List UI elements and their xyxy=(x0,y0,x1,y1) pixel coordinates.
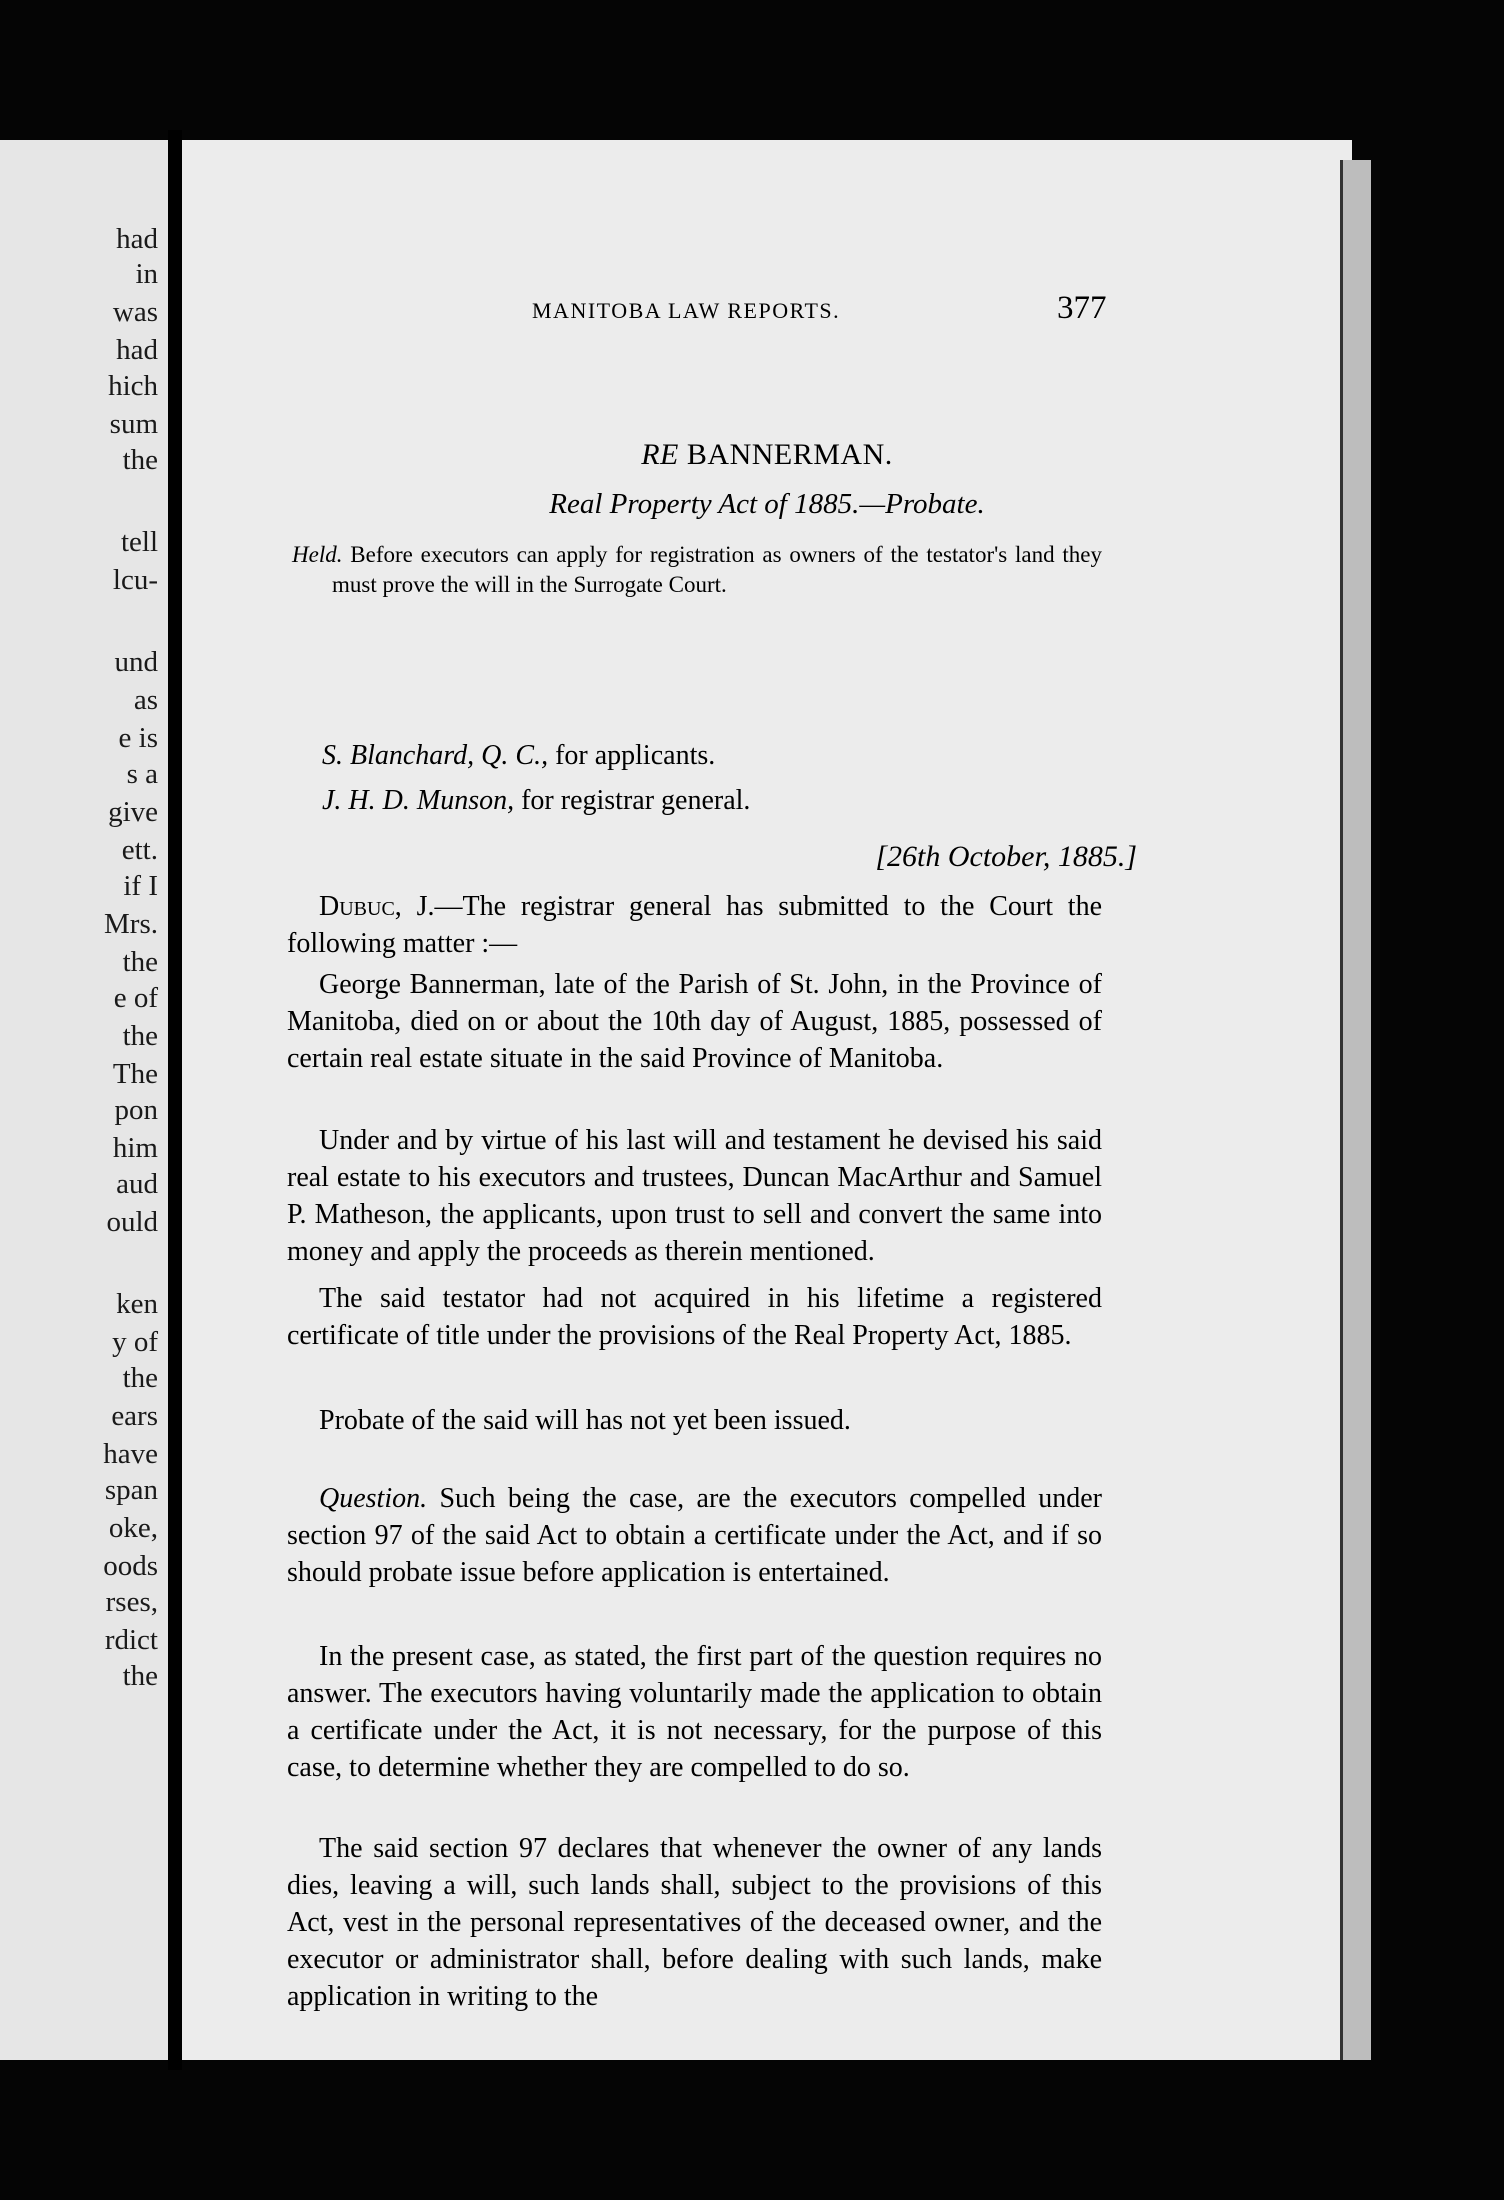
paragraph: The said section 97 declares that whenever the owner of any lands dies, leaving a will, such lands shall, subject to the provisions of this Act, vest in the personal representatives of the deceased owner, and the executor or administrator shall, before dealing with such lands, make application in writing to the xyxy=(287,1833,1102,2012)
left-page-line-fragment: him xyxy=(112,1132,158,1164)
running-head: MANITOBA LAW REPORTS. xyxy=(532,298,841,323)
left-page-line-fragment: had xyxy=(116,223,158,255)
counsel-name: J. H. D. Munson, xyxy=(322,785,515,816)
left-page-line-fragment: rdict xyxy=(104,1624,158,1656)
headnote xyxy=(292,540,1102,600)
paragraph-text: Such being the case, are the executors compelled under section 97 of the said Act to obtain a certificate under the Act, and if so should probate issue before application is entertained. xyxy=(287,1483,1103,1588)
page-number: 377 xyxy=(1057,290,1107,326)
headnote-text: Before executors can apply for registration as owners of the testator's land they must prove the will in the Surrogate Court. xyxy=(332,542,1103,597)
counsel-name: S. Blanchard, Q. C., xyxy=(322,740,549,771)
left-page-fragment xyxy=(0,140,168,2060)
left-page-line-fragment: y of xyxy=(112,1326,158,1358)
left-page-line-fragment: ken xyxy=(116,1288,158,1320)
left-page-line-fragment: e is xyxy=(118,722,158,754)
left-page-line-fragment: have xyxy=(103,1438,158,1470)
left-page-line-fragment: give xyxy=(108,796,158,828)
paragraph: In the present case, as stated, the first part of the question requires no answer. The executors having voluntarily made the application to obtain a certificate under the Act, it is not necessary, for the purpose of this case, to determine whether they are compelled to do so. xyxy=(287,1641,1102,1783)
left-page-line-fragment: the xyxy=(122,946,158,978)
left-page-line-fragment: tell xyxy=(120,526,158,558)
left-page-line-fragment: The xyxy=(112,1058,158,1090)
counsel-line xyxy=(322,785,750,817)
book-gutter xyxy=(168,130,182,2070)
left-page-line-fragment: the xyxy=(122,444,158,476)
case-title-prefix: RE xyxy=(641,438,679,471)
left-page-line-fragment: sum xyxy=(109,408,158,440)
left-page-line-fragment: was xyxy=(112,296,158,328)
left-page-line-fragment: ett. xyxy=(121,834,158,866)
left-page-line-fragment: in xyxy=(135,258,158,290)
headnote-lead: Held. xyxy=(292,542,343,567)
counsel-line xyxy=(322,740,715,772)
left-page-line-fragment: oods xyxy=(103,1550,158,1582)
left-page-line-fragment: rses, xyxy=(105,1586,158,1618)
paragraph: George Bannerman, late of the Parish of St. John, in the Province of Manitoba, died on or about the 10th day of August, 1885, possessed of certain real estate situate in the said Province of Manitoba. xyxy=(287,969,1102,1074)
left-page-line-fragment: e of xyxy=(113,982,158,1014)
judge-name: Dubuc, J. xyxy=(319,891,435,922)
paragraph: Under and by virtue of his last will and testament he devised his said real estate to his executors and trustees, Duncan MacArthur and Samuel P. Matheson, the applicants, upon trust to sell and convert the same into money and apply the proceeds as therein mentioned. xyxy=(287,1125,1102,1267)
paragraph xyxy=(287,888,1102,962)
question-lead: Question. xyxy=(319,1483,428,1514)
left-page-line-fragment: ould xyxy=(106,1206,158,1238)
left-page-line-fragment: as xyxy=(133,684,158,716)
left-page-line-fragment: oke, xyxy=(108,1512,158,1544)
left-page-line-fragment: the xyxy=(122,1362,158,1394)
left-page-line-fragment: lcu- xyxy=(112,564,158,596)
left-page-line-fragment: pon xyxy=(114,1094,158,1126)
left-page-line-fragment: the xyxy=(122,1020,158,1052)
left-page-line-fragment: aud xyxy=(116,1168,158,1200)
right-page xyxy=(182,140,1352,2060)
paragraph: The said testator had not acquired in his lifetime a registered certificate of title under the provisions of the Real Property Act, 1885. xyxy=(287,1283,1102,1351)
paragraph xyxy=(287,1480,1102,1591)
left-page-line-fragment: Mrs. xyxy=(104,908,158,940)
left-page-line-fragment: span xyxy=(104,1474,158,1506)
counsel-role: for registrar general. xyxy=(521,785,751,816)
case-subject: Real Property Act of 1885.—Probate. xyxy=(549,488,985,520)
left-page-line-fragment: und xyxy=(114,646,158,678)
left-page-line-fragment: hich xyxy=(108,370,158,402)
case-title xyxy=(182,438,1352,472)
decision-date: [26th October, 1885.] xyxy=(875,840,1137,873)
left-page-line-fragment: the xyxy=(122,1660,158,1692)
case-title-name: BANNERMAN. xyxy=(686,438,893,471)
paragraph: Probate of the said will has not yet been issued. xyxy=(319,1405,851,1436)
page-edge xyxy=(1340,160,1371,2060)
left-page-line-fragment: s a xyxy=(126,758,158,790)
counsel-role: for applicants. xyxy=(555,740,716,771)
left-page-line-fragment: if I xyxy=(123,870,158,902)
left-page-line-fragment: had xyxy=(116,334,158,366)
left-page-line-fragment: ears xyxy=(111,1400,158,1432)
paragraph-text: —The registrar general has submitted to the Court the following matter :— xyxy=(287,891,1102,959)
